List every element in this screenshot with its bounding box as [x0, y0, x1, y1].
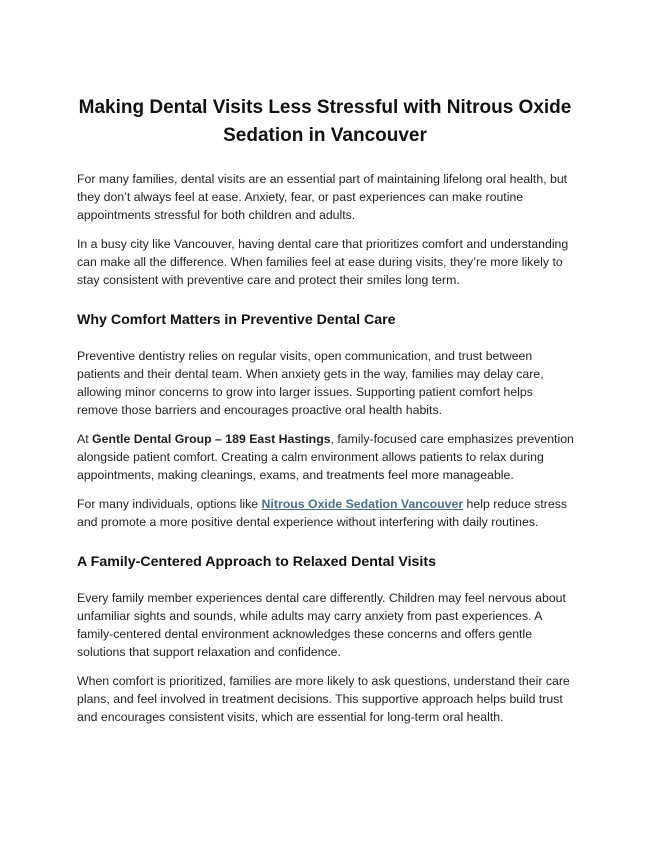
section-heading-comfort: Why Comfort Matters in Preventive Dental Care	[77, 312, 396, 328]
clinic-name: Gentle Dental Group – 189 East Hastings	[92, 432, 331, 446]
section2-paragraph-1: Every family member experiences dental care differently. Children may feel nervous about unfamiliar sights and sounds, while adults may carry anxiety from past experiences. A family-centered dental environment acknowledges these concerns and offers gentle solutions that support relaxation and confidence.	[77, 591, 566, 659]
intro-paragraph-2: In a busy city like Vancouver, having dental care that prioritizes comfort and understanding can make all the difference. When families feel at ease during visits, they’re more likely to stay consistent with preventive care and protect their smiles long term.	[77, 237, 569, 287]
section2-paragraph-2: When comfort is prioritized, families are more likely to ask questions, understand their care plans, and feel involved in treatment decisions. This supportive approach helps build trust and encourages consistent visits, which are essential for long-term oral health.	[77, 674, 570, 724]
document-body	[77, 170, 575, 737]
section-heading-family: A Family-Centered Approach to Relaxed Dental Visits	[77, 554, 436, 570]
section1-paragraph-2	[77, 430, 575, 484]
section1-paragraph-1: Preventive dentistry relies on regular visits, open communication, and trust between patients and their dental team. When anxiety gets in the way, families may delay care, allowing minor concerns to grow into larger issues. Supporting patient comfort helps remove those barriers and encourages proactive oral health habits.	[77, 349, 544, 417]
section1-paragraph-3	[77, 495, 575, 531]
page-title: Making Dental Visits Less Stressful with Nitrous Oxide Sedation in Vancouver	[78, 97, 572, 146]
section1-p3-prefix: For many individuals, options like	[77, 497, 262, 511]
section1-p3-suffix: help reduce stress and promote a more positive dental experience without interfering with daily routines.	[77, 497, 568, 529]
nitrous-oxide-link[interactable]: Nitrous Oxide Sedation Vancouver	[261, 497, 464, 511]
intro-paragraph-1: For many families, dental visits are an essential part of maintaining lifelong oral health, but they don’t always feel at ease. Anxiety, fear, or past experiences can make routine appointments stressful for both children and adults.	[77, 172, 568, 222]
section1-p2-prefix: At	[77, 432, 93, 446]
section1-p2-suffix: , family-focused care emphasizes prevention alongside patient comfort. Creating a calm environment allows patients to relax during appointments, making cleanings, exams, and treatments feel more manageable.	[77, 432, 574, 482]
